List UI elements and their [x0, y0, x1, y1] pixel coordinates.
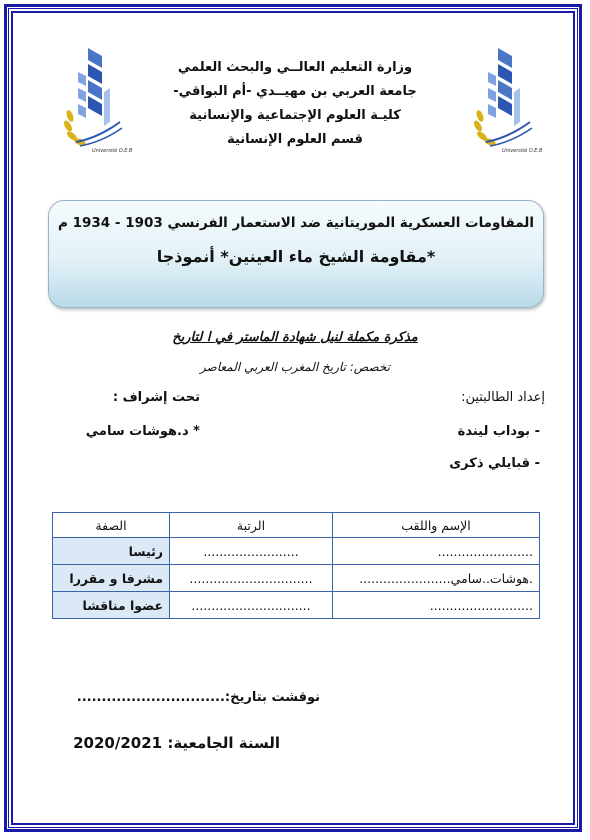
faculty-name: كليـة العلوم الإجتماعية والإنسانية	[189, 108, 401, 123]
logo-tower	[488, 48, 520, 126]
jury-rank-cell: ...............................	[170, 565, 333, 592]
discussion-date: نوقشت بتاريخ:..............................	[76, 690, 320, 705]
department-name: قسم العلوم الإنسانية	[227, 132, 363, 147]
header-name: الإسم واللقب	[333, 513, 540, 538]
jury-rank-cell: ..............................	[170, 592, 333, 619]
thesis-title: المقاومات العسكرية الموريتانية ضد الاستعمار الفرنسي 1903 - 1934 م	[58, 215, 534, 231]
jury-role-cell: عضوا مناقشا	[53, 592, 170, 619]
student-name: - قبايلي ذكرى	[449, 456, 540, 471]
table-row	[53, 592, 540, 619]
jury-rank-cell: ........................	[170, 538, 333, 565]
memo-statement: مذكرة مكملة لنيل شهادة الماستر في ا لتاريخ	[172, 330, 418, 345]
table-row	[53, 538, 540, 565]
university-logo-right	[468, 42, 543, 154]
students-label: إعداد الطالبتين:	[461, 390, 545, 405]
supervisor-name: * د.هوشات سامي	[85, 424, 200, 439]
supervision-label: تحت إشراف :	[112, 390, 200, 405]
table-header-row	[53, 513, 540, 538]
thesis-title-box	[48, 200, 544, 308]
jury-role-cell: مشرفا و مقررا	[53, 565, 170, 592]
university-name: جامعة العربي بن مهيــدي -أم البواقي-	[173, 84, 417, 99]
specialty-line: تخصص: تاريخ المغرب العربي المعاصر	[200, 360, 390, 374]
logo-tower	[78, 48, 110, 126]
ministry-name: وزارة التعليم العالــي والبحث العلمي	[177, 60, 413, 75]
header-role: الصفة	[53, 513, 170, 538]
table-row	[53, 565, 540, 592]
jury-table	[52, 512, 540, 619]
jury-name-cell: ..........................	[333, 592, 540, 619]
jury-name-cell: .هوشات..سامي.......................	[333, 565, 540, 592]
academic-year: السنة الجامعية: 2020/2021	[73, 734, 280, 752]
jury-role-cell: رئيسا	[53, 538, 170, 565]
jury-name-cell: ........................	[333, 538, 540, 565]
logo-caption: Université O.E.B	[502, 148, 543, 154]
university-logo-left	[58, 42, 133, 154]
header-rank: الرتبة	[170, 513, 333, 538]
student-name: - بوداب ليندة	[457, 424, 540, 439]
institution-header	[150, 56, 440, 152]
thesis-subtitle: *مقاومة الشيخ ماء العينين* أنموذجا	[156, 247, 436, 266]
logo-caption: Université O.E.B	[92, 148, 133, 154]
